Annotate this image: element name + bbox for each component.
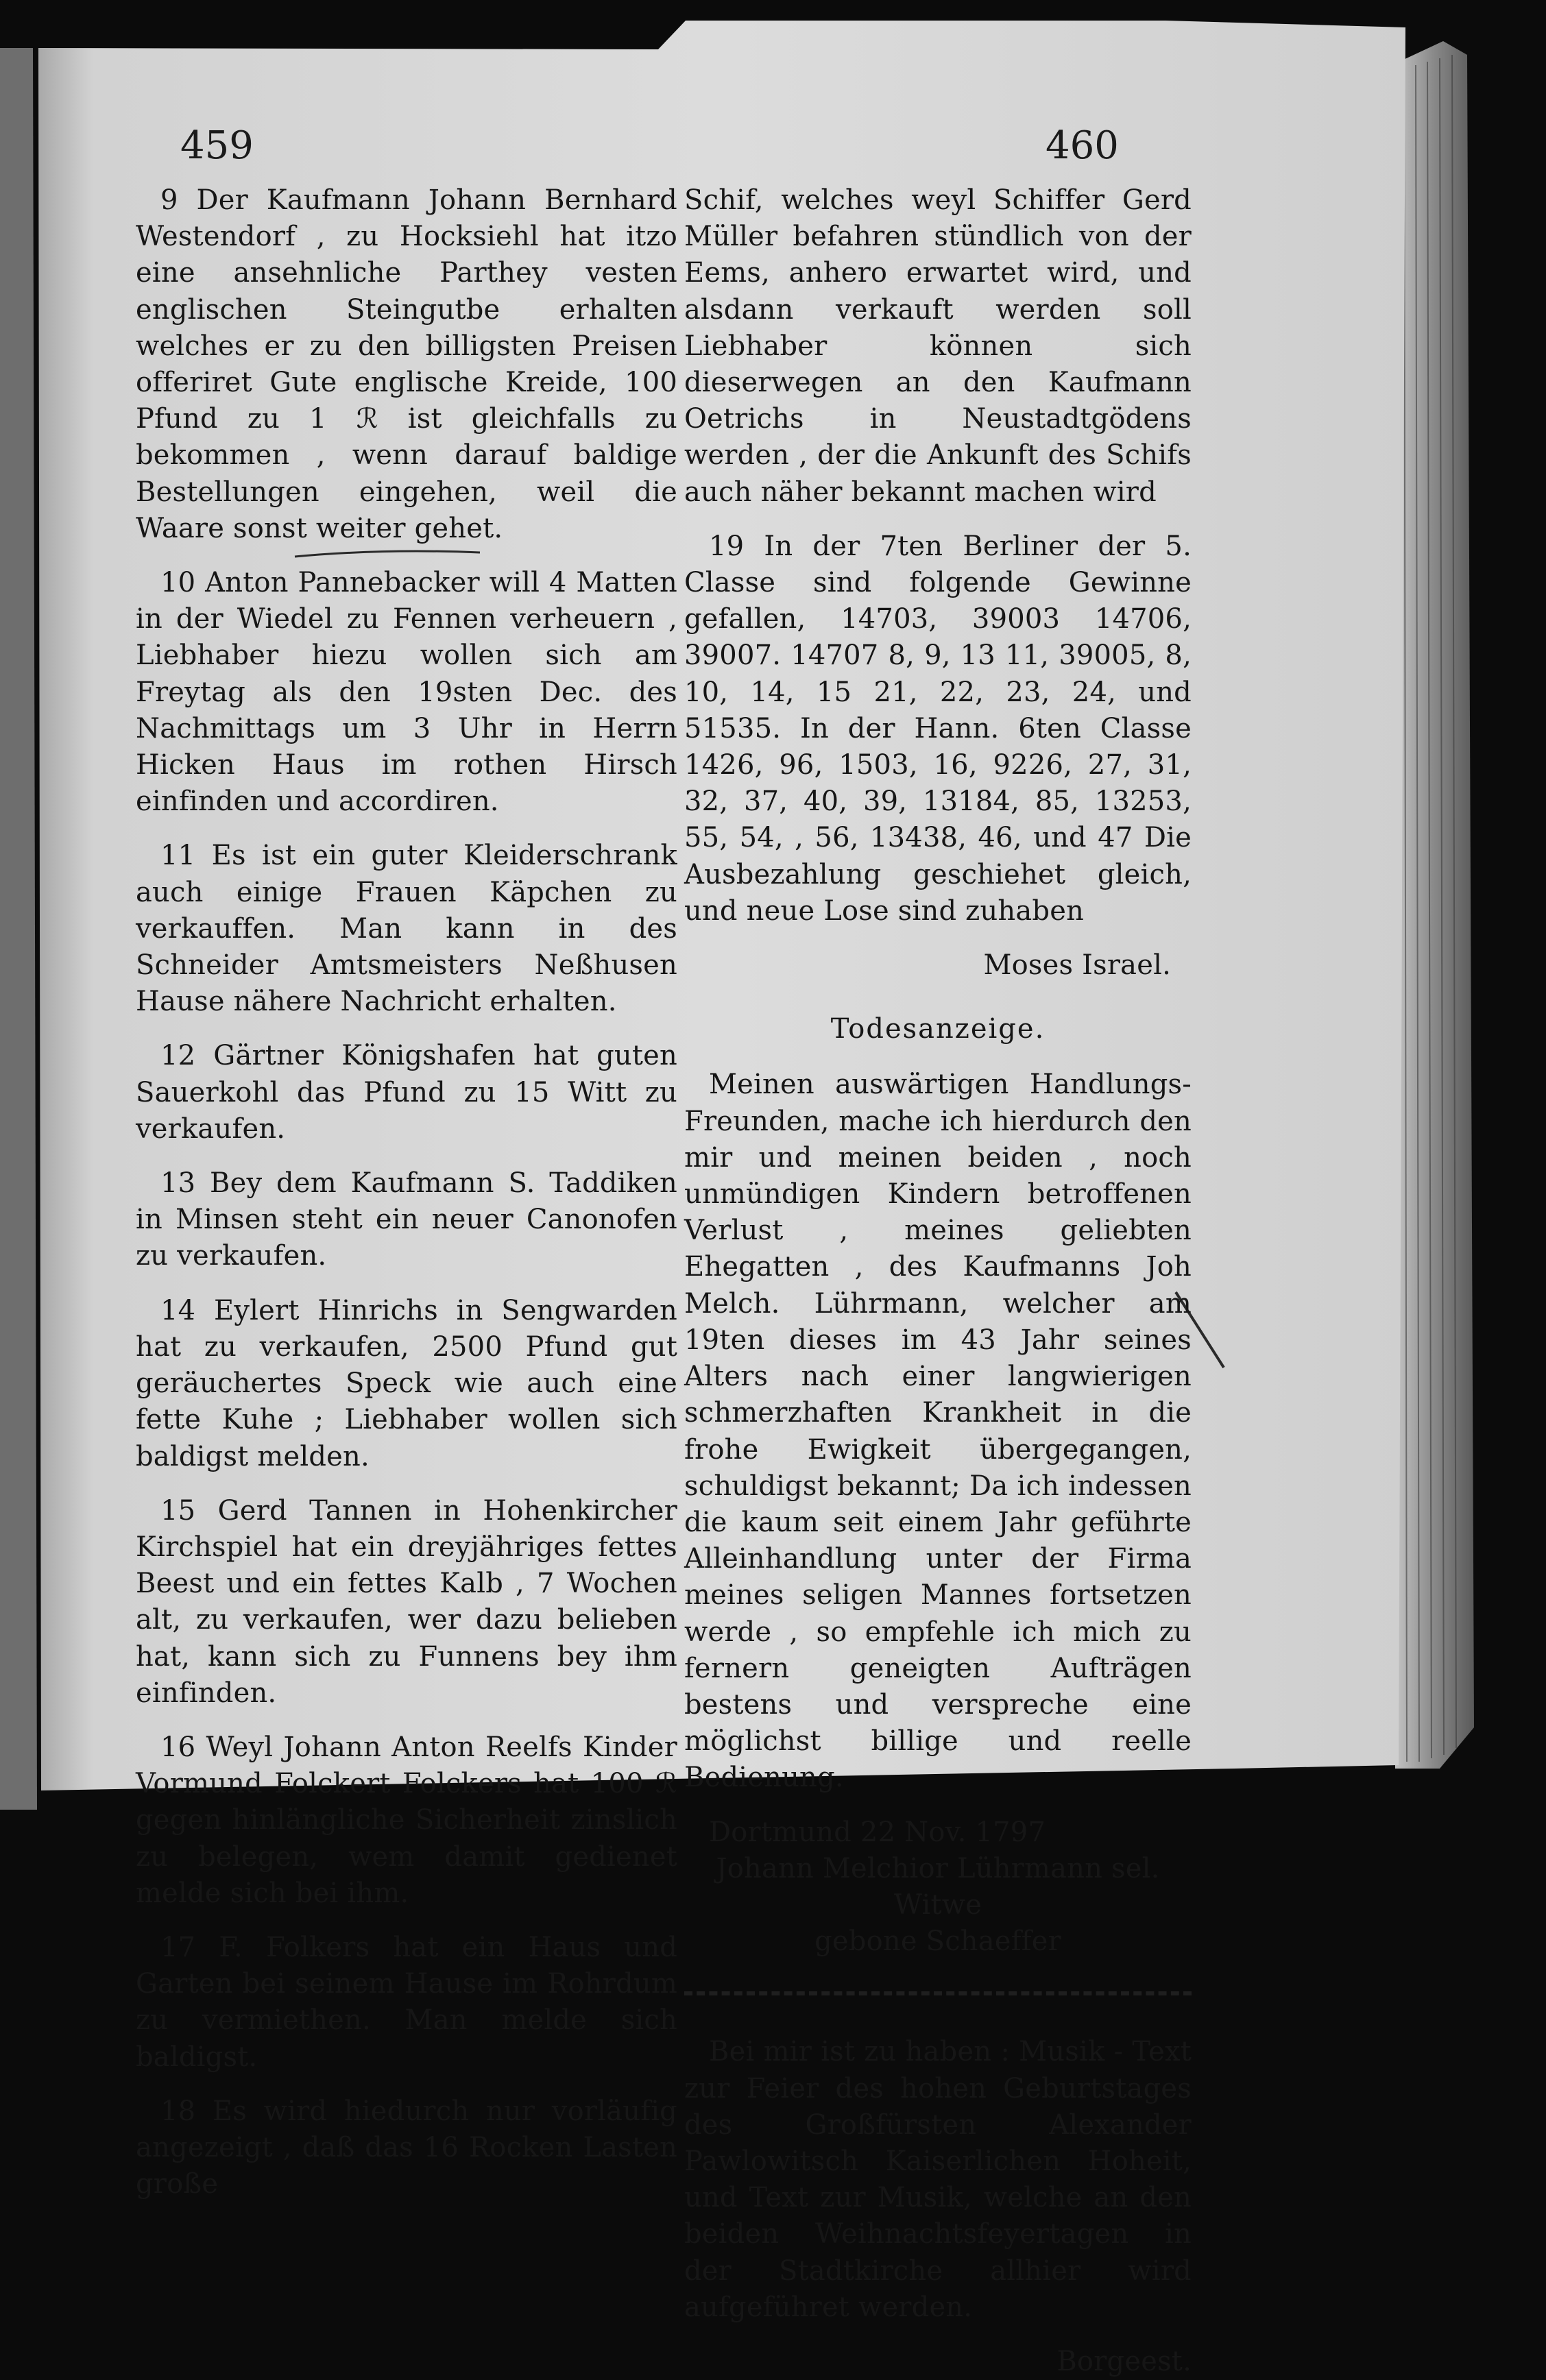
notice-14: 14 Eylert Hinrichs in Sengwarden hat zu verkaufen, 2500 Pfund gut geräuchertes Speck wie auch eine fette Kuhe ; Liebhaber wollen sich baldigst melden. — [136, 1294, 677, 1472]
notice-11: 11 Es ist ein guter Kleiderschrank auch einige Frauen Käpchen zu verkauffen. Man kann in des Schneider Amtsmeisters Neßhusen Hause nähere Nachricht erhalten. — [136, 840, 677, 1018]
death-notice-heading: Todesanzeige. — [830, 1013, 1046, 1045]
right-column — [684, 182, 1192, 2380]
left-page-edge — [0, 48, 37, 1810]
dashed-separator-rule — [684, 1991, 1192, 1995]
notice-12: 12 Gärtner Königshafen hat guten Sauerkohl das Pfund zu 15 Witt zu verkaufen. — [136, 1040, 677, 1145]
music-text-advert: Bei mir ist zu haben : Musik - Text zur Feier des hohen Geburtstages des Großfürsten Alexander Pawlowitsch Kaiserlichen Hoheit, und Text zur Musik, welche an den beiden Weihnachtsfeyertagen in der Stadtkirche allhier wird aufgeführet werden. — [684, 2036, 1192, 2323]
page-number-left: 459 — [180, 123, 254, 168]
notice-13: 13 Bey dem Kaufmann S. Taddiken in Minsen steht ein neuer Canonofen zu verkaufen. — [136, 1167, 677, 1272]
notice-19-lottery: 19 In der 7ten Berliner der 5. Classe sind folgende Gewinne gefallen, 14703, 39003 14706, 39007. 14707 8, 9, 13 11, 39005, 8, 10, 14, 15 21, 22, 23, 24, und 51535. In der Hann. 6ten Classe 1426, 96, 1503, 16, 9226, 27, 31, 32, 37, 40, 39, 13184, 85, 13253, 55, 54, , 56, 13438, 46, und 47 Die Ausbezahlung geschiehet gleich, und neue Lose sind zuhaben — [684, 530, 1192, 927]
notice-18: 18 Es wird hiedurch nur vorläufig angezeigt , daß das 16 Rocken Lasten große — [136, 2095, 677, 2200]
death-notice-place-date: Dortmund 22 Nov. 1797 — [709, 1816, 1046, 1848]
death-notice-signature-maiden: gebone Schaeffer — [814, 1926, 1061, 1958]
lottery-signature: Moses Israel. — [983, 949, 1171, 982]
notice-17: 17 F. Folkers hat ein Haus und Garten bei seinem Hause im Rohrdum zu vermiethen. Man melde sich baldigst. — [136, 1931, 677, 2073]
notice-18-continuation: Schif, welches weyl Schiffer Gerd Müller befahren stündlich von der Eems, anhero erwartet wird, und alsdann verkauft werden soll Liebhaber können sich dieserwegen an den Kaufmann Oetrichs in Neustadtgödens werden , der die Ankunft des Schifs auch näher bekannt machen wird — [684, 184, 1192, 508]
book-page — [40, 33, 1404, 2377]
left-column — [136, 182, 677, 2220]
notice-10: 10 Anton Pannebacker will 4 Matten in der Wiedel zu Fennen verheuern , Liebhaber hiezu wollen sich am Freytag als den 19sten Dec. des Nachmittags um 3 Uhr in Herrn Hicken Haus im rothen Hirsch einfinden und accordiren. — [136, 567, 677, 818]
death-notice-body: Meinen auswärtigen Handlungs-Freunden, mache ich hierdurch den mir und meinen beiden , noch unmündigen Kindern betroffenen Verlust , meines geliebten Ehegatten , des Kaufmanns Joh Melch. Lührmann, welcher am 19ten dieses im 43 Jahr seines Alters nach einer langwierigen schmerzhaften Krankheit in die frohe Ewigkeit übergegangen, schuldigst bekannt; Da ich indessen die kaum seit einem Jahr geführte Alleinhandlung unter der Firma meines seligen Mannes fortsetzen werde , so empfehle ich mich zu fernern geneigten Aufträgen bestens und verspreche eine möglichst billige und reelle Bedienung. — [684, 1069, 1192, 1794]
notice-16: 16 Weyl Johann Anton Reelfs Kinder Vormund Folckert Folckers hat 100 ℛ gegen hinlängliche Sicherheit zinslich zu belegen, wem damit gedienet melde sich bei ihm. — [136, 1731, 677, 1909]
page-number-right: 460 — [1046, 123, 1119, 168]
advert-signature: Borgeest. — [1056, 2345, 1192, 2377]
notice-9: 9 Der Kaufmann Johann Bernhard Westendorf , zu Hocksiehl hat itzo eine ansehnliche Parthey vesten englischen Steingutbe erhalten welches er zu den billigsten Preisen offeriret Gute englische Kreide, 100 Pfund zu 1 ℛ ist gleichfalls zu bekommen , wenn darauf baldige Bestellungen eingehen, weil die Waare sonst weiter gehet. — [136, 184, 677, 544]
notice-15: 15 Gerd Tannen in Hohenkircher Kirchspiel hat ein dreyjähriges fettes Beest und ein fettes Kalb , 7 Wochen alt, zu verkaufen, wer dazu belieben hat, kann sich zu Funnens bey ihm einfinden. — [136, 1494, 677, 1709]
death-notice-signature: Johann Melchior Lührmann sel. Witwe — [716, 1852, 1160, 1921]
